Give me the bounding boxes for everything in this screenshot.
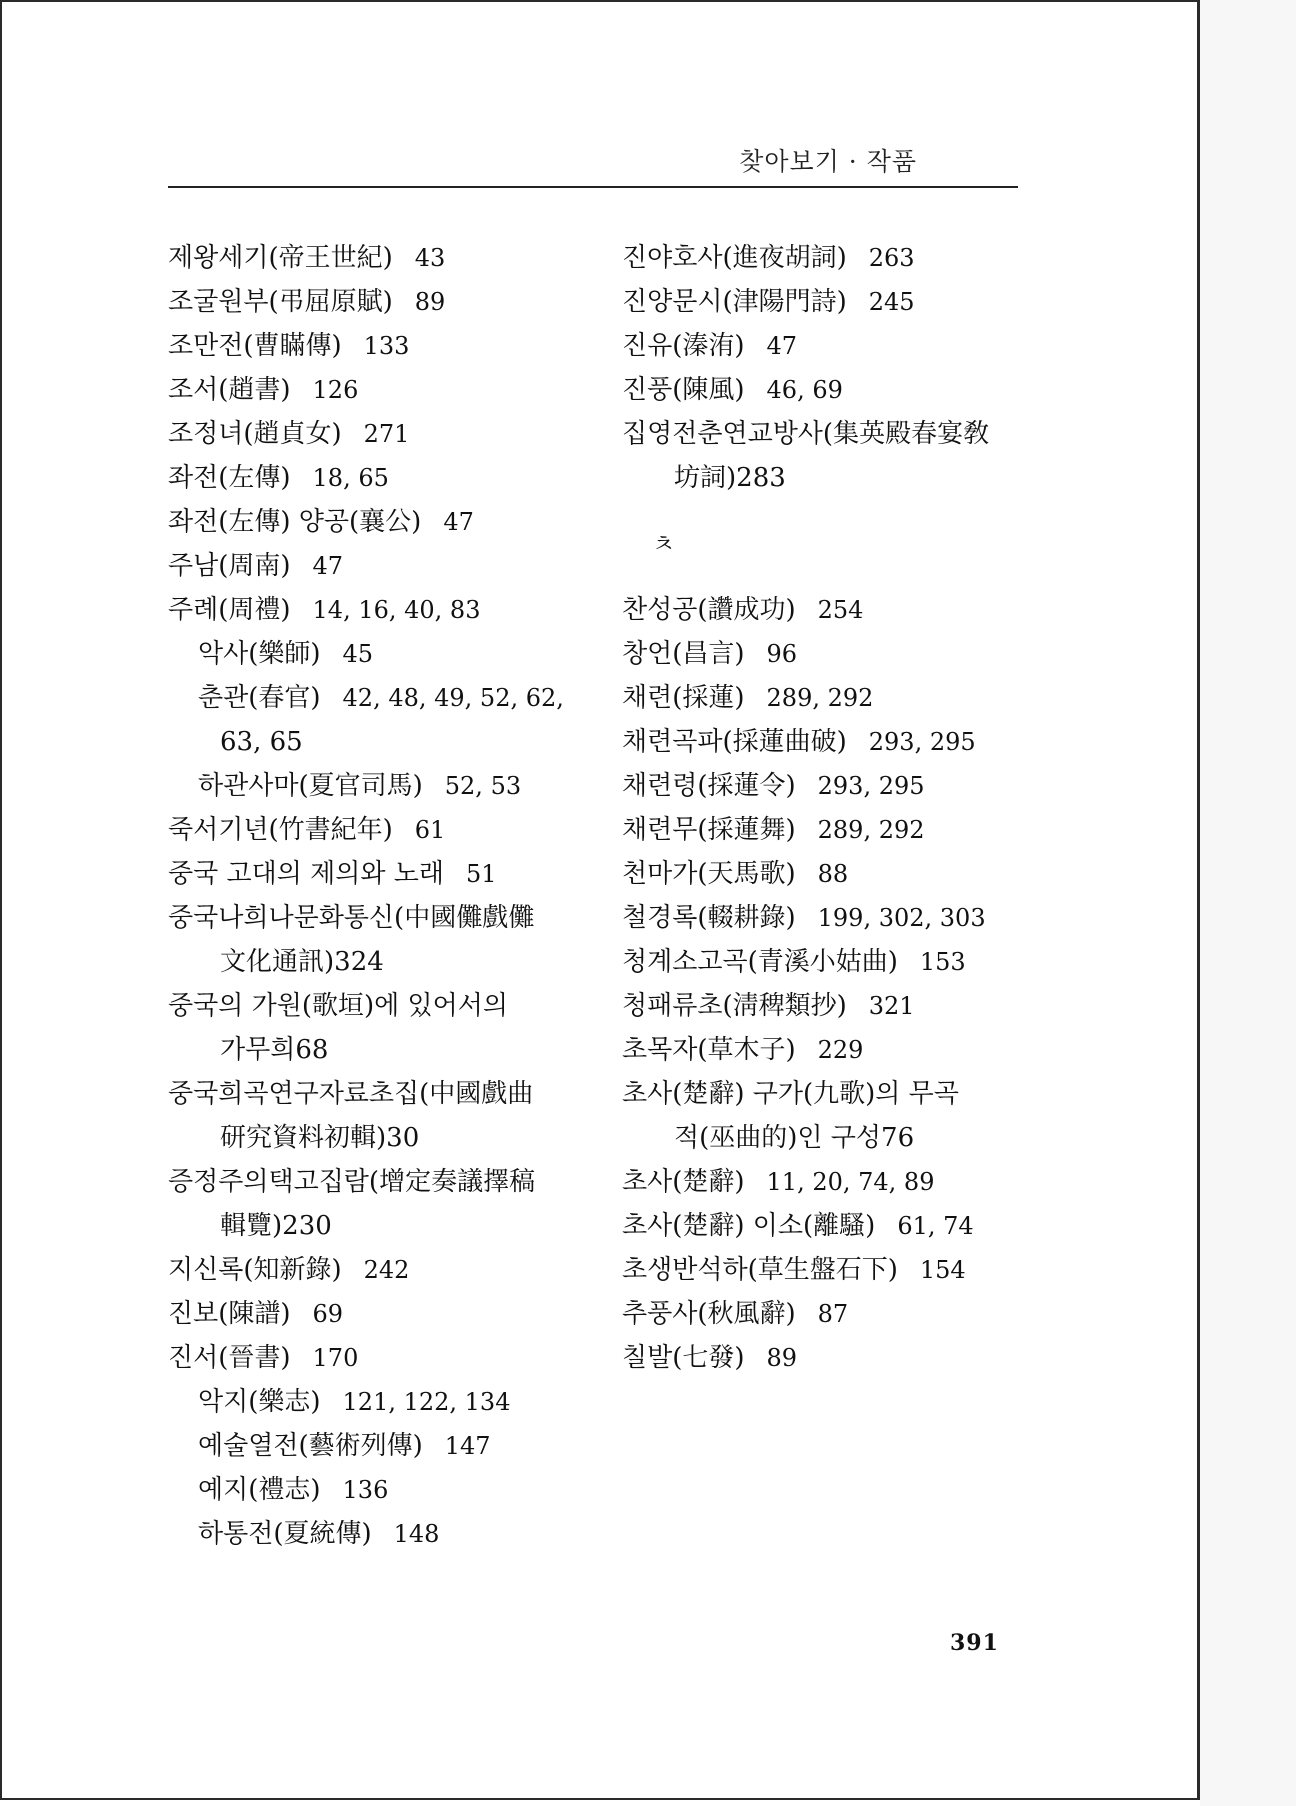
entry-title: 천마가(天馬歌) bbox=[622, 859, 796, 889]
entry-title: 중국희곡연구자료초집(中國戲曲 bbox=[168, 1079, 534, 1109]
entry-title: 칠발(七發) bbox=[622, 1343, 745, 1373]
entry-pages: 18, 65 bbox=[312, 464, 389, 492]
entry-pages: 289, 292 bbox=[817, 816, 925, 844]
index-entry bbox=[622, 1292, 1042, 1336]
entry-title: 진풍(陳風) bbox=[622, 375, 745, 405]
entry-title: 증정주의택고집람(增定奏議擇稿 bbox=[168, 1167, 536, 1197]
index-entry bbox=[168, 588, 588, 632]
index-entry bbox=[168, 1248, 588, 1292]
index-entry bbox=[168, 1072, 588, 1116]
entry-title: 주례(周禮) bbox=[168, 595, 291, 625]
index-entry bbox=[168, 368, 588, 412]
entry-title: 제왕세기(帝王世紀) bbox=[168, 243, 393, 273]
continuation-text: 적(巫曲的)인 구성 bbox=[674, 1123, 882, 1153]
index-subentry bbox=[168, 676, 588, 720]
entry-pages: 14, 16, 40, 83 bbox=[312, 596, 481, 624]
index-entry bbox=[168, 1292, 588, 1336]
index-entry bbox=[622, 1336, 1042, 1380]
entry-title: 진양문시(津陽門詩) bbox=[622, 287, 847, 317]
right-column-bottom-group bbox=[622, 588, 1042, 1380]
index-entry bbox=[622, 236, 1042, 280]
continuation-text: 研究資料初輯) bbox=[220, 1123, 387, 1153]
index-subentry bbox=[168, 1468, 588, 1512]
index-entry bbox=[168, 324, 588, 368]
index-column-left bbox=[168, 236, 588, 1556]
entry-pages: 126 bbox=[312, 376, 359, 404]
entry-title: 예지(禮志) bbox=[198, 1475, 321, 1505]
entry-pages: 42, 48, 49, 52, 62, bbox=[342, 684, 564, 712]
entry-title: 조서(趙書) bbox=[168, 375, 291, 405]
entry-pages: 89 bbox=[766, 1344, 798, 1372]
entry-continuation bbox=[168, 720, 588, 764]
index-entry bbox=[168, 280, 588, 324]
entry-pages: 61, 74 bbox=[897, 1212, 974, 1240]
entry-title: 주남(周南) bbox=[168, 551, 291, 581]
entry-pages: 199, 302, 303 bbox=[817, 904, 986, 932]
entry-title: 좌전(左傳) bbox=[168, 463, 291, 493]
entry-pages: 254 bbox=[817, 596, 864, 624]
entry-pages: 321 bbox=[868, 992, 915, 1020]
entry-pages: 61 bbox=[414, 816, 446, 844]
running-head: 찾아보기 · 작품 bbox=[739, 147, 917, 176]
entry-title: 집영전춘연교방사(集英殿春宴敎 bbox=[622, 419, 990, 449]
entry-title: 초생반석하(草生盤石下) bbox=[622, 1255, 898, 1285]
index-entry bbox=[168, 544, 588, 588]
continuation-text: 文化通訊) bbox=[220, 947, 335, 977]
index-entry bbox=[168, 852, 588, 896]
index-entry bbox=[168, 1160, 588, 1204]
entry-title: 진서(晉書) bbox=[168, 1343, 291, 1373]
entry-title: 철경록(輟耕錄) bbox=[622, 903, 796, 933]
entry-pages: 89 bbox=[414, 288, 446, 316]
entry-pages: 147 bbox=[444, 1432, 491, 1460]
index-subentry bbox=[168, 632, 588, 676]
entry-title: 중국나희나문화통신(中國儺戲儺 bbox=[168, 903, 535, 933]
entry-pages: 88 bbox=[817, 860, 849, 888]
entry-pages: 76 bbox=[881, 1123, 915, 1153]
entry-pages: 283 bbox=[736, 463, 786, 493]
index-entry bbox=[168, 808, 588, 852]
entry-pages: 154 bbox=[919, 1256, 966, 1284]
entry-pages: 263 bbox=[868, 244, 915, 272]
entry-pages: 46, 69 bbox=[766, 376, 843, 404]
entry-title: 진유(溱洧) bbox=[622, 331, 745, 361]
index-entry bbox=[622, 1072, 1042, 1116]
index-entry bbox=[622, 896, 1042, 940]
entry-title: 채련무(採蓮舞) bbox=[622, 815, 796, 845]
entry-pages: 133 bbox=[363, 332, 410, 360]
index-entry bbox=[622, 368, 1042, 412]
entry-title: 조굴원부(弔屈原賦) bbox=[168, 287, 393, 317]
entry-title: 추풍사(秋風辭) bbox=[622, 1299, 796, 1329]
entry-title: 하통전(夏統傳) bbox=[198, 1519, 372, 1549]
entry-pages: 87 bbox=[817, 1300, 849, 1328]
index-entry bbox=[622, 588, 1042, 632]
entry-pages: 68 bbox=[295, 1035, 329, 1065]
index-entry bbox=[622, 324, 1042, 368]
index-entry bbox=[622, 852, 1042, 896]
entry-pages: 245 bbox=[868, 288, 915, 316]
continuation-text: 63, 65 bbox=[220, 727, 303, 757]
index-entry bbox=[622, 1204, 1042, 1248]
entry-title: 채련곡파(採蓮曲破) bbox=[622, 727, 847, 757]
entry-continuation bbox=[168, 1028, 588, 1072]
entry-title: 죽서기년(竹書紀年) bbox=[168, 815, 393, 845]
entry-pages: 148 bbox=[393, 1520, 440, 1548]
index-entry bbox=[622, 1028, 1042, 1072]
index-entry bbox=[622, 720, 1042, 764]
entry-continuation bbox=[168, 1116, 588, 1160]
entry-title: 악지(樂志) bbox=[198, 1387, 321, 1417]
continuation-text: 輯覽) bbox=[220, 1211, 283, 1241]
entry-continuation bbox=[622, 456, 1042, 500]
entry-pages: 289, 292 bbox=[766, 684, 874, 712]
entry-title: 하관사마(夏官司馬) bbox=[198, 771, 423, 801]
index-entry bbox=[168, 984, 588, 1028]
entry-pages: 230 bbox=[282, 1211, 332, 1241]
header-rule bbox=[168, 186, 1018, 188]
entry-pages: 96 bbox=[766, 640, 798, 668]
entry-pages: 121, 122, 134 bbox=[342, 1388, 511, 1416]
entry-title: 초사(楚辭) 구가(九歌)의 무곡 bbox=[622, 1079, 959, 1109]
index-entry bbox=[622, 1248, 1042, 1292]
entry-pages: 293, 295 bbox=[817, 772, 925, 800]
index-entry bbox=[168, 236, 588, 280]
entry-pages: 47 bbox=[312, 552, 344, 580]
index-subentry bbox=[168, 764, 588, 808]
entry-title: 진야호사(進夜胡詞) bbox=[622, 243, 847, 273]
entry-pages: 229 bbox=[817, 1036, 864, 1064]
index-entry bbox=[168, 896, 588, 940]
entry-pages: 47 bbox=[443, 508, 474, 536]
entry-pages: 136 bbox=[342, 1476, 389, 1504]
page-number: 391 bbox=[950, 1630, 999, 1656]
index-entry bbox=[622, 676, 1042, 720]
index-entry bbox=[622, 808, 1042, 852]
continuation-text: 坊詞) bbox=[674, 463, 737, 493]
letter-heading bbox=[622, 500, 1042, 588]
entry-title: 춘관(春官) bbox=[198, 683, 321, 713]
entry-pages: 170 bbox=[312, 1344, 359, 1372]
entry-pages: 47 bbox=[766, 332, 798, 360]
entry-title: 초사(楚辭) bbox=[622, 1167, 745, 1197]
entry-title: 찬성공(讚成功) bbox=[622, 595, 796, 625]
entry-pages: 30 bbox=[386, 1123, 420, 1153]
entry-pages: 242 bbox=[363, 1256, 410, 1284]
entry-title: 채련(採蓮) bbox=[622, 683, 745, 713]
entry-title: 조정녀(趙貞女) bbox=[168, 419, 342, 449]
index-entry bbox=[622, 280, 1042, 324]
entry-pages: 324 bbox=[334, 947, 384, 977]
entry-continuation bbox=[168, 1204, 588, 1248]
viewer-background bbox=[1200, 0, 1296, 1806]
letter-heading-text: ㅊ bbox=[652, 530, 676, 558]
entry-title: 초사(楚辭) 이소(離騷) bbox=[622, 1211, 876, 1241]
index-entry bbox=[622, 940, 1042, 984]
index-entry bbox=[622, 984, 1042, 1028]
index-entry bbox=[168, 500, 588, 544]
index-entry bbox=[168, 456, 588, 500]
entry-title: 초목자(草木子) bbox=[622, 1035, 796, 1065]
entry-title: 청패류초(淸稗類抄) bbox=[622, 991, 847, 1021]
index-column-right bbox=[622, 236, 1042, 1380]
entry-title: 창언(昌言) bbox=[622, 639, 745, 669]
entry-pages: 51 bbox=[465, 860, 497, 888]
index-subentry bbox=[168, 1512, 588, 1556]
entry-continuation bbox=[168, 940, 588, 984]
index-entry bbox=[622, 412, 1042, 456]
index-subentry bbox=[168, 1424, 588, 1468]
right-column-top-group bbox=[622, 236, 1042, 500]
entry-title: 좌전(左傳) 양공(襄公) bbox=[168, 507, 422, 537]
entry-title: 중국 고대의 제의와 노래 bbox=[168, 859, 444, 889]
entry-pages: 11, 20, 74, 89 bbox=[766, 1168, 935, 1196]
entry-pages: 69 bbox=[312, 1300, 344, 1328]
entry-pages: 293, 295 bbox=[868, 728, 976, 756]
index-entry bbox=[168, 412, 588, 456]
entry-title: 조만전(曹瞞傳) bbox=[168, 331, 342, 361]
entry-continuation bbox=[622, 1116, 1042, 1160]
entry-pages: 153 bbox=[919, 948, 966, 976]
continuation-text: 가무희 bbox=[220, 1035, 296, 1065]
entry-title: 예술열전(藝術列傳) bbox=[198, 1431, 423, 1461]
entry-pages: 43 bbox=[414, 244, 446, 272]
index-entry bbox=[622, 1160, 1042, 1204]
entry-title: 중국의 가원(歌垣)에 있어서의 bbox=[168, 991, 508, 1021]
entry-title: 청계소고곡(青溪小姑曲) bbox=[622, 947, 898, 977]
entry-pages: 45 bbox=[342, 640, 374, 668]
entry-title: 지신록(知新錄) bbox=[168, 1255, 342, 1285]
entry-pages: 52, 53 bbox=[444, 772, 522, 800]
entry-pages: 271 bbox=[363, 420, 410, 448]
entry-title: 악사(樂師) bbox=[198, 639, 321, 669]
index-entry bbox=[622, 764, 1042, 808]
entry-title: 채련령(採蓮令) bbox=[622, 771, 796, 801]
index-subentry bbox=[168, 1380, 588, 1424]
entry-title: 진보(陳譜) bbox=[168, 1299, 291, 1329]
index-entry bbox=[168, 1336, 588, 1380]
index-entry bbox=[622, 632, 1042, 676]
